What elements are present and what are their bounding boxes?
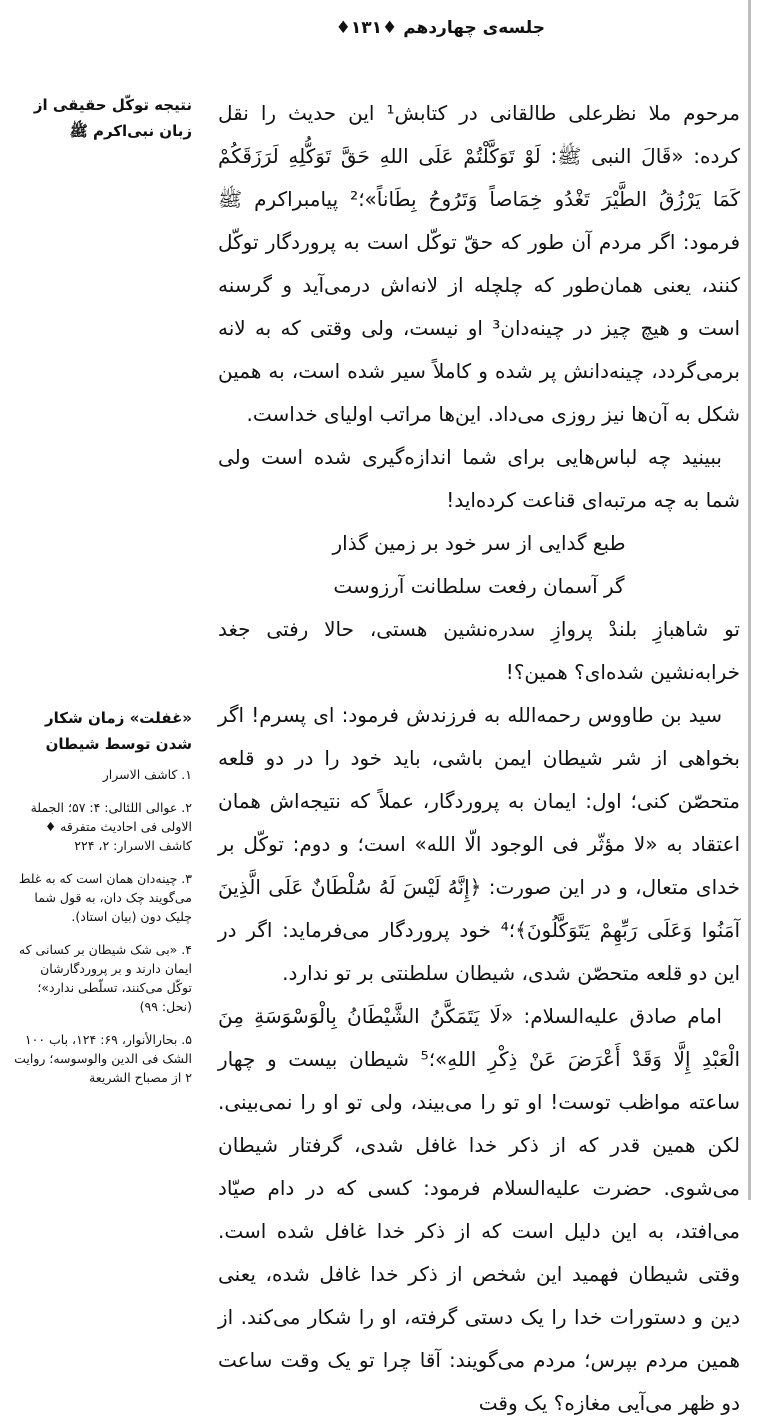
paragraph-4: سید بن طاووس رحمه‌الله به فرزندش فرمود: ای پسرم! اگر بخواهی از شر شیطان ایمن باشی، باید خود را در دو قلعه متحصّن کنی؛ اول: ایمان به پروردگار، عملاً که نتیجه‌اش همان اعتقاد به «لا مؤثّر فی الوجود الّا الله» است؛ و دوم: توکّل بر خدای متعال، و در این صورت: ﴿إِنَّهُ لَیْسَ لَهُ سُلْطَانٌ عَلَی الَّذِینَ آمَنُوا وَعَلَی رَبِّهِمْ یَتَوَکَّلُونَ﴾؛⁴ خود پروردگار می‌فرماید: اگر در این دو قلعه متحصّن شدی، شیطان سلطنتی بر تو ندارد.	[218, 703, 740, 985]
footnote-3: ۳. چینه‌دان همان است که به غلط می‌گویند چک دان، به قول شما چلیک دون (بیان استاد).	[18, 871, 192, 924]
paragraph-3: تو شاهبازِ بلندْ پروازِ سدره‌نشین هستی، حالا رفتی جغد خرابه‌نشین شده‌ای؟ همین؟!	[218, 617, 740, 684]
footnote-5: ۵. بحارالأنوار، ۶۹: ۱۲۴، باب ۱۰۰ الشک فی الدین والوسوسه؛ روایت ۲ از مصباح الشریعة	[14, 1032, 192, 1085]
header-title: جلسه‌ی چهاردهم ♦۱۳۱♦	[335, 18, 545, 38]
poem-line-1: طبع گدایی از سر خود بر زمین گذار	[332, 531, 626, 555]
paragraph-1: مرحوم ملا نظرعلی طالقانی در کتابش¹ این حدیث را نقل کرده: «قَالَ النبی ﷺ: لَوْ تَوَکَّلْتُمْ عَلَی اللهِ حَقَّ تَوَکُّلِهِ لَرَزَقَکُمْ کَمَا یَرْزُقُ الطَّیْرَ تَغْدُو خِمَاصاً وَتَرُوحُ بِطَاناً»؛² پیامبراکرم ﷺ فرمود: اگر مردم آن طور که حقّ توکّل است به پروردگار توکّل کنند، یعنی همان‌طور که چلچله از لانه‌اش درمی‌آید و گرسنه است و هیچ چیز در چینه‌دان³ او نیست، ولی وقتی که به لانه برمی‌گردد، چینه‌دانش پر شده و کاملاً سیر شده است، به همین شکل به آن‌ها نیز روزی می‌داد. این‌ها مراتب اولیای خداست.	[218, 101, 741, 426]
page-edge	[748, 0, 751, 1200]
poem-line-2: گر آسمان رفعت سلطانت آرزوست	[333, 574, 625, 598]
main-text	[218, 92, 740, 1425]
footnote-2: ۲. عوالی اللئالی: ۴: ۵۷؛ الجملة الاولی فی احادیث متفرقه ♦ کاشف الاسرار: ۲، ۲۲۴	[30, 800, 192, 853]
footnote-1: ۱. کاشف الاسرار	[102, 767, 192, 782]
margin-heading-2: «غفلت» زمان شکار شدن توسط شیطان	[45, 709, 192, 753]
page-header	[195, 18, 545, 38]
paragraph-2: ببینید چه لباس‌هایی برای شما اندازه‌گیری شده است ولی شما به چه مرتبه‌ای قناعت کرده‌اید!	[218, 445, 740, 512]
footnotes	[12, 765, 192, 1101]
poem	[218, 522, 740, 608]
paragraph-5: امام صادق علیه‌السلام: «لَا یَتَمَکَّنُ الشَّیْطَانُ بِالْوَسْوَسَةِ مِنَ الْعَبْدِ إِلَّا وَقَدْ أَعْرَضَ عَنْ ذِکْرِ اللهِ»؛⁵ شیطان بیست و چهار ساعته مواظب توست! او تو را می‌بیند، ولی تو او را نمی‌بینی. لکن همین قدر که از ذکر خدا غافل شدی، گرفتار شیطان می‌شوی. حضرت علیه‌السلام فرمود: کسی که در دام صیّاد می‌افتد، به این دلیل است که از ذکر خدا غافل شده است. وقتی شیطان فهمید این شخص از ذکر خدا غافل شده، یعنی دین و دستورات خدا را یک دستی گرفته، او را شکار می‌کند. از همین مردم بپرس؛ مردم می‌گویند: آقا چرا تو یک وقت ساعت دو ظهر می‌آیی مغازه؟ یک وقت	[218, 1004, 741, 1415]
margin-heading-1: نتیجه توکّل حقیقی از زبان نبی‌اکرم ﷺ	[33, 96, 192, 140]
footnote-4: ۴. «بی‌ شک شیطان بر کسانی که ایمان دارند و بر پروردگارشان توکّل می‌کنند، تسلّطی ندارد»؛ (نحل: ۹۹)	[18, 942, 192, 1014]
